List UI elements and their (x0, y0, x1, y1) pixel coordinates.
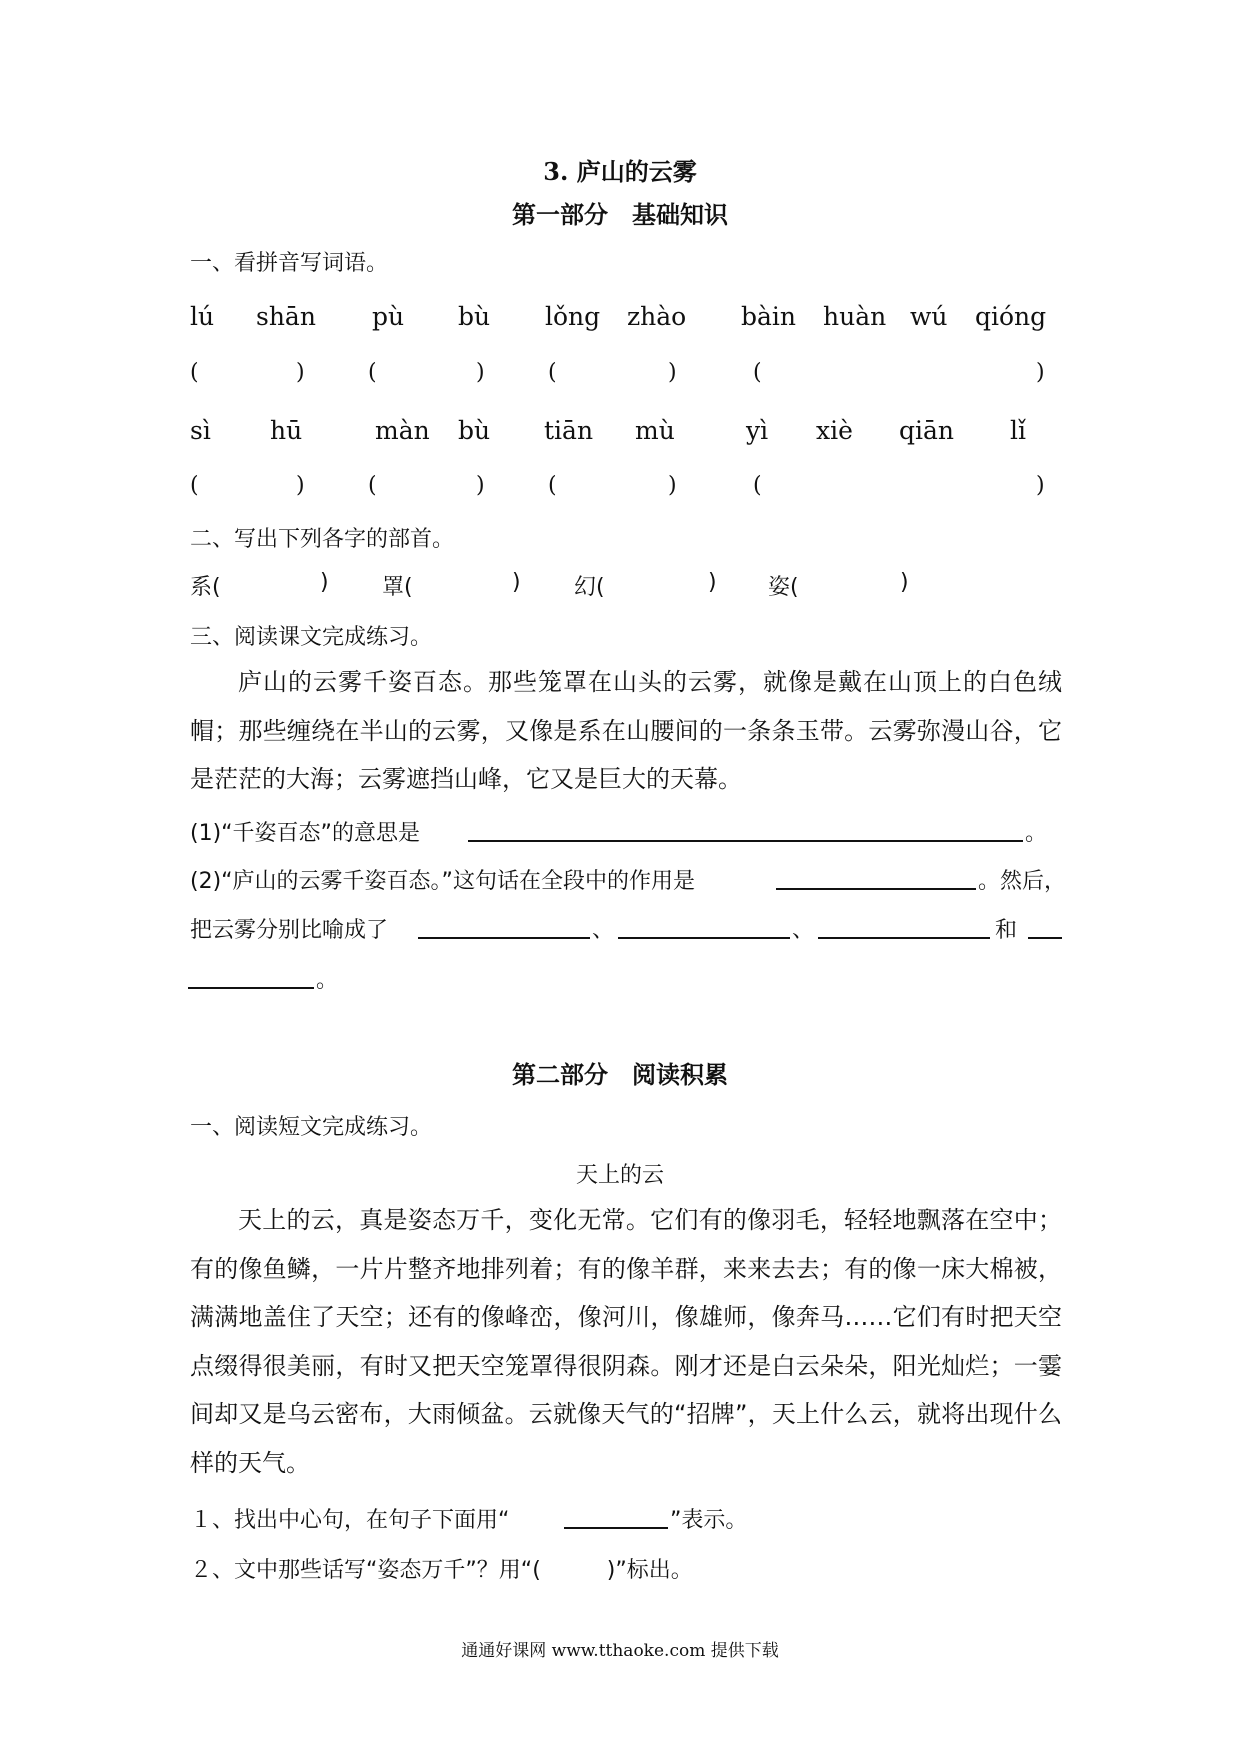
answer-open-paren: ( (190, 473, 199, 498)
pinyin-syllable: tiān (544, 416, 594, 445)
radical-char: 系( (190, 575, 221, 600)
answer-open-paren: ( (753, 360, 762, 385)
part1-q1-heading: 一、看拼音写词语。 (190, 251, 389, 276)
pinyin-syllable: màn (375, 416, 430, 445)
radical-close-paren: ) (512, 570, 521, 595)
pinyin-syllable: zhào (627, 302, 687, 331)
answer-line[interactable] (618, 937, 790, 939)
radical-char: 罩( (382, 575, 413, 600)
q3-sub2-end: 。 (316, 968, 339, 993)
pinyin-syllable: lú (190, 302, 215, 331)
pinyin-syllable: qióng (975, 302, 1047, 331)
pinyin-syllable: hū (270, 416, 303, 445)
part2-heading: 第二部分 阅读积累 (512, 1060, 728, 1089)
answer-line[interactable] (418, 937, 590, 939)
part1-heading: 第一部分 基础知识 (512, 200, 728, 229)
q3-sub1-prefix: (1)“千姿百态”的意思是 (190, 821, 420, 846)
page-title: 3. 庐山的云雾 (543, 157, 697, 186)
answer-line[interactable] (468, 840, 1023, 842)
q3-and-word: 和 (995, 918, 1018, 943)
part2-sub1-prefix: １、找出中心句，在句子下面用“ (190, 1508, 510, 1533)
answer-close-paren: ) (1036, 473, 1045, 498)
pinyin-syllable: bù (458, 416, 491, 445)
q3-sub2-prefix: (2)“庐山的云雾千姿百态。”这句话在全段中的作用是 (190, 869, 695, 894)
answer-open-paren: ( (548, 473, 557, 498)
part2-sub1-suffix: ”表示。 (670, 1508, 748, 1533)
answer-line[interactable] (564, 1527, 668, 1529)
pinyin-syllable: mù (635, 416, 675, 445)
pinyin-syllable: bù (458, 302, 491, 331)
pinyin-syllable: pù (372, 302, 405, 331)
answer-close-paren: ) (476, 360, 485, 385)
part2-sub2: ２、文中那些话写“姿态万千”？用“( )”标出。 (190, 1558, 693, 1583)
answer-open-paren: ( (753, 473, 762, 498)
pinyin-syllable: lǐ (1010, 416, 1026, 445)
story-title: 天上的云 (575, 1163, 664, 1188)
answer-close-paren: ) (668, 473, 677, 498)
part2-q1-heading: 一、阅读短文完成练习。 (190, 1115, 433, 1140)
answer-close-paren: ) (296, 360, 305, 385)
radical-close-paren: ) (320, 570, 329, 595)
q3-sep: 、 (792, 918, 815, 943)
pinyin-syllable: qiān (899, 416, 955, 445)
radical-close-paren: ) (900, 570, 909, 595)
footer-credit: 通通好课网 www.tthaoke.com 提供下载 (461, 1641, 779, 1661)
answer-open-paren: ( (190, 360, 199, 385)
passage-clouds: 天上的云，真是姿态万千，变化无常。它们有的像羽毛，轻轻地飘落在空中；有的像鱼鳞，一片片整齐地排列着；有的像羊群，来来去去；有的像一床大棉被，满满地盖住了天空；还有的像峰峦，像河川，像雄师，像奔马……它们有时把天空点缀得很美丽，有时又把天空笼罩得很阴森。刚才还是白云朵朵，阳光灿烂；一霎间却又是乌云密布，大雨倾盆。云就像天气的“招牌”，天上什么云，就将出现什么样的天气。 (190, 1206, 1062, 1477)
q3-sub2-line2-prefix: 把云雾分别比喻成了 (190, 918, 389, 943)
answer-close-paren: ) (1036, 360, 1045, 385)
q3-sub2-mid: 。然后， (978, 869, 1067, 894)
pinyin-syllable: huàn (823, 302, 887, 331)
answer-open-paren: ( (548, 360, 557, 385)
pinyin-syllable: sì (190, 416, 211, 445)
answer-open-paren: ( (368, 473, 377, 498)
answer-line[interactable] (776, 888, 976, 890)
answer-open-paren: ( (368, 360, 377, 385)
answer-close-paren: ) (476, 473, 485, 498)
radical-char: 幻( (574, 575, 605, 600)
answer-line[interactable] (188, 987, 314, 989)
pinyin-syllable: yì (746, 416, 769, 445)
answer-line[interactable] (818, 937, 990, 939)
q3-sub1-end: 。 (1025, 821, 1048, 846)
pinyin-syllable: lǒng (545, 302, 601, 331)
pinyin-syllable: xiè (816, 416, 853, 445)
pinyin-syllable: shān (256, 302, 316, 331)
answer-line[interactable] (1028, 937, 1062, 939)
radical-char: 姿( (768, 575, 799, 600)
pinyin-syllable: bàin (741, 302, 797, 331)
part1-q2-heading: 二、写出下列各字的部首。 (190, 527, 455, 552)
answer-close-paren: ) (296, 473, 305, 498)
part1-q3-heading: 三、阅读课文完成练习。 (190, 625, 433, 650)
passage-lushan: 庐山的云雾千姿百态。那些笼罩在山头的云雾，就像是戴在山顶上的白色绒帽；那些缠绕在半山的云雾，又像是系在山腰间的一条条玉带。云雾弥漫山谷，它是茫茫的大海；云雾遮挡山峰，它又是巨大的天幕。 (190, 668, 1062, 793)
q3-sep: 、 (592, 918, 615, 943)
radical-close-paren: ) (708, 570, 717, 595)
pinyin-syllable: wú (910, 302, 948, 331)
answer-close-paren: ) (668, 360, 677, 385)
